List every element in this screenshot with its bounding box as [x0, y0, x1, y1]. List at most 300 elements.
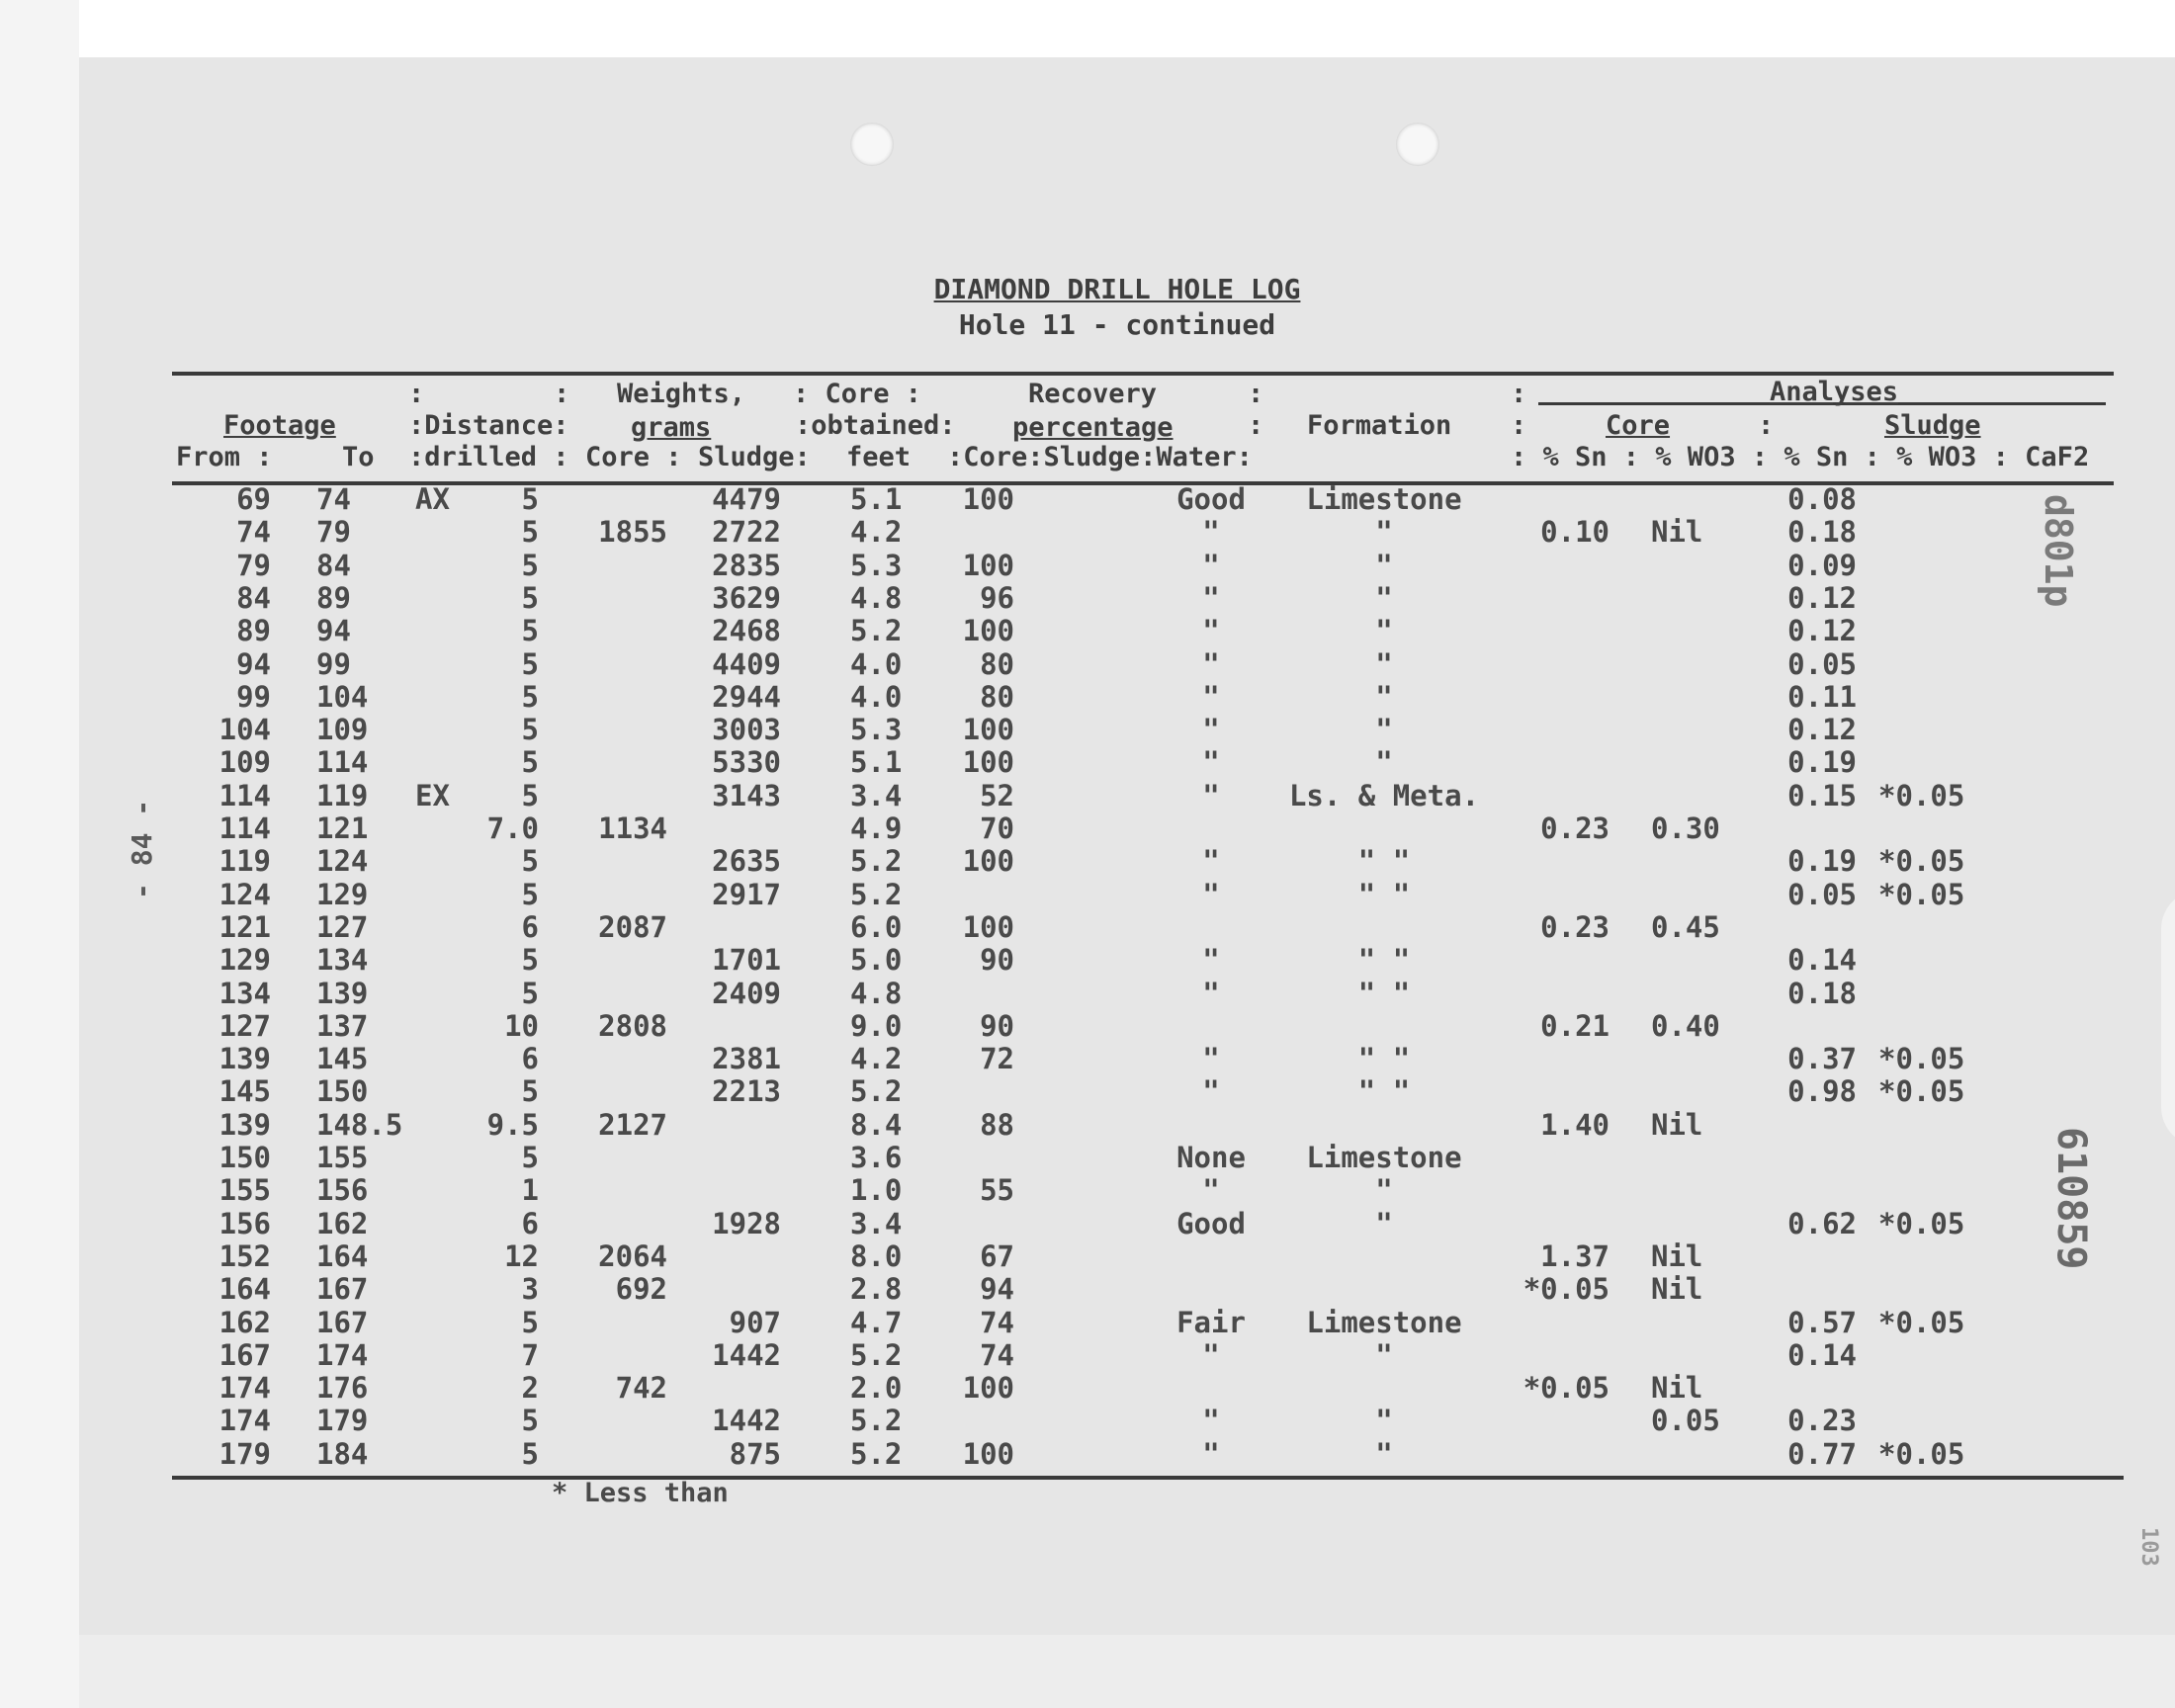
cell-feet: 4.0 — [850, 679, 903, 714]
cell-weight-sludge: 2213 — [712, 1074, 781, 1109]
cell-recovery-core: 72 — [980, 1042, 1014, 1076]
header-grams: grams — [631, 412, 712, 443]
cell-to: 74 — [316, 482, 351, 516]
cell-weight-sludge: 907 — [729, 1305, 781, 1339]
cell-weight-sludge: 3003 — [712, 713, 781, 747]
cell-formation: " " — [1357, 943, 1411, 978]
cell-sludge-sn: 0.62 — [1787, 1206, 1857, 1240]
cell-to: 89 — [316, 580, 351, 615]
cell-formation: " " — [1357, 976, 1411, 1010]
header-analyses: Analyses — [1770, 377, 1899, 407]
cell-distance: 6 — [521, 1206, 539, 1240]
cell-water: " — [1202, 580, 1220, 615]
cell-distance: 5 — [521, 548, 539, 582]
cell-weight-sludge: 875 — [729, 1436, 781, 1471]
cell-weight-core: 742 — [615, 1371, 667, 1406]
cell-water: " — [1202, 745, 1220, 780]
cell-distance: 5 — [521, 1074, 539, 1109]
cell-bit-size: AX — [415, 482, 450, 516]
cell-recovery-core: 100 — [962, 548, 1014, 582]
cell-from: 119 — [218, 844, 271, 879]
cell-to: 114 — [316, 745, 369, 780]
cell-to: 94 — [316, 614, 351, 648]
cell-sludge-sn: 0.12 — [1787, 580, 1857, 615]
cell-sludge-sn: 0.09 — [1787, 548, 1857, 582]
cell-weight-core: 692 — [615, 1272, 667, 1307]
cell-weight-sludge: 3629 — [712, 580, 781, 615]
cell-water: " — [1202, 976, 1220, 1010]
cell-to: 129 — [316, 877, 369, 911]
cell-weight-sludge: 2835 — [712, 548, 781, 582]
cell-recovery-core: 100 — [962, 909, 1014, 944]
cell-water: " — [1202, 1337, 1220, 1372]
cell-distance: 3 — [521, 1272, 539, 1307]
cell-core-wo3: Nil — [1651, 1371, 1703, 1406]
cell-distance: 7 — [521, 1337, 539, 1372]
bottom-margin-strip — [79, 1635, 2175, 1708]
cell-formation: " — [1375, 646, 1393, 681]
cell-core-sn: 1.40 — [1540, 1107, 1610, 1142]
cell-water: " — [1202, 844, 1220, 879]
cell-from: 121 — [218, 909, 271, 944]
punch-hole-left — [850, 123, 894, 166]
cell-to: 164 — [316, 1238, 369, 1273]
header-recovery-columns: :Core:Sludge:Water: — [947, 442, 1253, 472]
document-title: DIAMOND DRILL HOLE LOG — [933, 273, 1301, 305]
header-colon: : — [408, 379, 425, 409]
cell-from: 114 — [218, 811, 271, 845]
cell-sludge-sn: 0.05 — [1787, 877, 1857, 911]
cell-recovery-core: 80 — [980, 646, 1014, 681]
cell-distance: 5 — [521, 844, 539, 879]
cell-to: 184 — [316, 1436, 369, 1471]
cell-feet: 5.3 — [850, 548, 903, 582]
cell-core-wo3: 0.30 — [1651, 811, 1720, 845]
punch-hole-right — [1396, 123, 1439, 166]
document-subtitle: Hole 11 - continued — [958, 308, 1276, 341]
header-weight-sludge: Sludge: — [698, 442, 811, 472]
cell-formation: " — [1375, 614, 1393, 648]
cell-sludge-sn: 0.98 — [1787, 1074, 1857, 1109]
cell-feet: 3.4 — [850, 1206, 903, 1240]
cell-water: " — [1202, 679, 1220, 714]
cell-sludge-sn: 0.19 — [1787, 745, 1857, 780]
cell-feet: 4.2 — [850, 515, 903, 550]
cell-feet: 4.9 — [850, 811, 903, 845]
header-analyses-columns: : % Sn : % WO3 : % Sn : % WO3 : CaF2 — [1511, 442, 2090, 472]
cell-to: 150 — [316, 1074, 369, 1109]
cell-weight-sludge: 2722 — [712, 515, 781, 550]
header-colon: : — [1248, 379, 1264, 409]
cell-to: 148.5 — [316, 1107, 403, 1142]
cell-core-wo3: 0.45 — [1651, 909, 1720, 944]
cell-distance: 5 — [521, 745, 539, 780]
cell-feet: 3.6 — [850, 1141, 903, 1174]
cell-feet: 5.2 — [850, 844, 903, 879]
cell-water: " — [1202, 877, 1220, 911]
cell-recovery-core: 70 — [980, 811, 1014, 845]
cell-weight-sludge: 2917 — [712, 877, 781, 911]
cell-core-wo3: 0.05 — [1651, 1404, 1720, 1438]
cell-formation: " " — [1357, 1074, 1411, 1109]
cell-distance: 5 — [521, 1404, 539, 1438]
cell-from: 179 — [218, 1436, 271, 1471]
cell-weight-sludge: 1442 — [712, 1337, 781, 1372]
cell-feet: 5.2 — [850, 1337, 903, 1372]
cell-to: 127 — [316, 909, 369, 944]
cell-formation: " — [1375, 1206, 1393, 1240]
cell-feet: 8.0 — [850, 1238, 903, 1273]
cell-recovery-core: 96 — [980, 580, 1014, 615]
cell-to: 104 — [316, 679, 369, 714]
cell-to: 176 — [316, 1371, 369, 1406]
cell-sludge-sn: 0.14 — [1787, 943, 1857, 978]
cell-water: " — [1202, 1404, 1220, 1438]
cell-formation: " " — [1357, 1042, 1411, 1076]
cell-distance: 5 — [521, 1305, 539, 1339]
cell-from: 152 — [218, 1238, 271, 1273]
header-from: From : — [176, 442, 273, 472]
cell-sludge-sn: 0.14 — [1787, 1337, 1857, 1372]
cell-sludge-sn: 0.08 — [1787, 482, 1857, 516]
cell-from: 164 — [218, 1272, 271, 1307]
cell-formation: " " — [1357, 844, 1411, 879]
cell-water: " — [1202, 1173, 1220, 1208]
cell-formation: Ls. & Meta. — [1288, 778, 1480, 812]
header-footage: Footage — [223, 410, 336, 441]
header-colon: : — [1511, 410, 1527, 441]
cell-recovery-core: 74 — [980, 1337, 1014, 1372]
header-formation: Formation — [1307, 410, 1452, 441]
cell-sludge-wo3: *0.05 — [1878, 1305, 1965, 1339]
cell-from: 129 — [218, 943, 271, 978]
side-code-bottom: 610859 — [2048, 1127, 2094, 1270]
cell-feet: 1.0 — [850, 1173, 903, 1208]
cell-to: 167 — [316, 1272, 369, 1307]
cell-to: 155 — [316, 1141, 369, 1174]
cell-bit-size: EX — [415, 778, 450, 812]
cell-feet: 5.1 — [850, 745, 903, 780]
cell-distance: 5 — [521, 482, 539, 516]
cell-weight-core: 2064 — [598, 1238, 667, 1273]
page-number: - 84 - — [126, 799, 158, 899]
cell-weight-sludge: 5330 — [712, 745, 781, 780]
cell-from: 74 — [236, 515, 271, 550]
cell-weight-core: 2127 — [598, 1107, 667, 1142]
cell-distance: 5 — [521, 877, 539, 911]
cell-recovery-core: 55 — [980, 1173, 1014, 1208]
cell-from: 162 — [218, 1305, 271, 1339]
cell-weight-sludge: 2944 — [712, 679, 781, 714]
header-percentage: percentage — [1012, 412, 1174, 443]
cell-from: 69 — [236, 482, 271, 516]
cell-core-sn: 0.23 — [1540, 811, 1610, 845]
cell-water: Fair — [1176, 1305, 1246, 1339]
cell-from: 139 — [218, 1107, 271, 1142]
cell-feet: 4.0 — [850, 646, 903, 681]
cell-water: " — [1202, 943, 1220, 978]
cell-distance: 5 — [521, 976, 539, 1010]
cell-feet: 5.2 — [850, 877, 903, 911]
cell-distance: 5 — [521, 1141, 539, 1174]
header-weights: Weights, — [617, 379, 746, 409]
cell-from: 104 — [218, 713, 271, 747]
cell-weight-core: 2808 — [598, 1008, 667, 1043]
cell-from: 134 — [218, 976, 271, 1010]
cell-sludge-sn: 0.77 — [1787, 1436, 1857, 1471]
cell-feet: 3.4 — [850, 778, 903, 812]
header-obtained: :obtained: — [795, 410, 956, 441]
cell-water: None — [1176, 1141, 1246, 1174]
cell-recovery-core: 100 — [962, 614, 1014, 648]
cell-recovery-core: 80 — [980, 679, 1014, 714]
cell-distance: 5 — [521, 614, 539, 648]
cell-formation: Limestone — [1306, 1141, 1462, 1174]
cell-to: 162 — [316, 1206, 369, 1240]
cell-recovery-core: 88 — [980, 1107, 1014, 1142]
cell-distance: 5 — [521, 778, 539, 812]
cell-feet: 4.8 — [850, 976, 903, 1010]
cell-recovery-core: 100 — [962, 1436, 1014, 1471]
cell-core-wo3: Nil — [1651, 1238, 1703, 1273]
cell-from: 174 — [218, 1404, 271, 1438]
cell-from: 167 — [218, 1337, 271, 1372]
cell-weight-sludge: 1442 — [712, 1404, 781, 1438]
cell-feet: 5.0 — [850, 943, 903, 978]
cell-weight-core: 2087 — [598, 909, 667, 944]
cell-from: 99 — [236, 679, 271, 714]
header-drilled: :drilled : — [408, 442, 569, 472]
cell-from: 139 — [218, 1042, 271, 1076]
cell-from: 114 — [218, 778, 271, 812]
cell-to: 119 — [316, 778, 369, 812]
cell-feet: 9.0 — [850, 1008, 903, 1043]
cell-sludge-sn: 0.11 — [1787, 679, 1857, 714]
cell-feet: 5.2 — [850, 1404, 903, 1438]
side-code-top: d801p — [2037, 494, 2080, 608]
cell-sludge-sn: 0.19 — [1787, 844, 1857, 879]
cell-core-sn: 0.21 — [1540, 1008, 1610, 1043]
cell-sludge-wo3: *0.05 — [1878, 1074, 1965, 1109]
cell-recovery-core: 100 — [962, 844, 1014, 879]
header-colon: : — [1758, 410, 1775, 441]
cell-formation: Limestone — [1306, 1305, 1462, 1339]
cell-water: " — [1202, 778, 1220, 812]
cell-from: 150 — [218, 1141, 271, 1174]
header-colon: : — [1248, 410, 1264, 441]
cell-to: 99 — [316, 646, 351, 681]
cell-formation: " — [1375, 1173, 1393, 1208]
cell-water: Good — [1176, 482, 1246, 516]
cell-to: 139 — [316, 976, 369, 1010]
cell-to: 156 — [316, 1173, 369, 1208]
cell-feet: 5.2 — [850, 614, 903, 648]
header-sludge-group: Sludge — [1884, 410, 1981, 441]
cell-recovery-core: 90 — [980, 1008, 1014, 1043]
cell-formation: " — [1375, 1436, 1393, 1471]
cell-feet: 5.3 — [850, 713, 903, 747]
cell-water: " — [1202, 1042, 1220, 1076]
cell-core-sn: *0.05 — [1522, 1371, 1610, 1406]
cell-from: 89 — [236, 614, 271, 648]
cell-distance: 5 — [521, 580, 539, 615]
cell-feet: 5.1 — [850, 482, 903, 516]
cell-sludge-wo3: *0.05 — [1878, 1436, 1965, 1471]
cell-distance: 5 — [521, 679, 539, 714]
cell-weight-sludge: 2635 — [712, 844, 781, 879]
cell-recovery-core: 90 — [980, 943, 1014, 978]
cell-formation: " — [1375, 1337, 1393, 1372]
cell-distance: 5 — [521, 713, 539, 747]
cell-water: " — [1202, 515, 1220, 550]
cell-sludge-wo3: *0.05 — [1878, 877, 1965, 911]
cell-to: 79 — [316, 515, 351, 550]
cell-sludge-sn: 0.18 — [1787, 976, 1857, 1010]
footnote: * Less than — [552, 1478, 729, 1508]
cell-feet: 2.8 — [850, 1272, 903, 1307]
cell-distance: 10 — [504, 1008, 539, 1043]
cell-core-sn: *0.05 — [1522, 1272, 1610, 1307]
cell-from: 127 — [218, 1008, 271, 1043]
cell-recovery-core: 100 — [962, 713, 1014, 747]
header-recovery: Recovery — [1028, 379, 1158, 409]
cell-distance: 5 — [521, 943, 539, 978]
cell-to: 137 — [316, 1008, 369, 1043]
cell-recovery-core: 67 — [980, 1238, 1014, 1273]
cell-sludge-sn: 0.12 — [1787, 713, 1857, 747]
cell-formation: " — [1375, 713, 1393, 747]
cell-weight-sludge: 4409 — [712, 646, 781, 681]
cell-distance: 6 — [521, 909, 539, 944]
cell-to: 167 — [316, 1305, 369, 1339]
cell-to: 179 — [316, 1404, 369, 1438]
cell-feet: 4.8 — [850, 580, 903, 615]
cell-weight-sludge: 1928 — [712, 1206, 781, 1240]
header-weight-core: Core : — [585, 442, 682, 472]
cell-feet: 5.2 — [850, 1074, 903, 1109]
cell-formation: " — [1375, 515, 1393, 550]
header-core-group: Core — [1606, 410, 1671, 441]
cell-sludge-sn: 0.15 — [1787, 778, 1857, 812]
cell-distance: 9.5 — [486, 1107, 539, 1142]
cell-water: " — [1202, 614, 1220, 648]
cell-recovery-core: 100 — [962, 1371, 1014, 1406]
cell-sludge-wo3: *0.05 — [1878, 1042, 1965, 1076]
cell-formation: " — [1375, 580, 1393, 615]
cell-to: 145 — [316, 1042, 369, 1076]
cell-distance: 1 — [521, 1173, 539, 1208]
cell-distance: 5 — [521, 1436, 539, 1471]
binder-notch — [2161, 890, 2175, 1147]
cell-from: 109 — [218, 745, 271, 780]
cell-distance: 5 — [521, 646, 539, 681]
cell-core-wo3: Nil — [1651, 1272, 1703, 1307]
cell-water: Good — [1176, 1206, 1246, 1240]
cell-core-wo3: 0.40 — [1651, 1008, 1720, 1043]
header-to: To — [342, 442, 375, 472]
cell-water: " — [1202, 1436, 1220, 1471]
cell-water: " — [1202, 1074, 1220, 1109]
cell-weight-core: 1855 — [598, 515, 667, 550]
cell-to: 84 — [316, 548, 351, 582]
cell-from: 174 — [218, 1371, 271, 1406]
cell-distance: 6 — [521, 1042, 539, 1076]
cell-from: 79 — [236, 548, 271, 582]
cell-feet: 8.4 — [850, 1107, 903, 1142]
cell-to: 134 — [316, 943, 369, 978]
cell-formation: " — [1375, 679, 1393, 714]
header-feet: feet — [846, 442, 912, 472]
cell-core-sn: 0.23 — [1540, 909, 1610, 944]
corner-mark: 103 — [2136, 1527, 2161, 1567]
cell-sludge-sn: 0.18 — [1787, 515, 1857, 550]
cell-from: 124 — [218, 877, 271, 911]
cell-feet: 4.2 — [850, 1042, 903, 1076]
cell-from: 94 — [236, 646, 271, 681]
cell-formation: Limestone — [1306, 482, 1462, 516]
cell-weight-sludge: 2409 — [712, 976, 781, 1010]
cell-distance: 12 — [504, 1238, 539, 1273]
cell-sludge-sn: 0.23 — [1787, 1404, 1857, 1438]
header-colon: : — [554, 379, 570, 409]
header-core-obtained: : Core : — [793, 379, 922, 409]
cell-weight-sludge: 4479 — [712, 482, 781, 516]
cell-distance: 7.0 — [486, 811, 539, 845]
cell-feet: 4.7 — [850, 1305, 903, 1339]
cell-water: " — [1202, 713, 1220, 747]
cell-from: 145 — [218, 1074, 271, 1109]
cell-recovery-core: 100 — [962, 745, 1014, 780]
cell-core-wo3: Nil — [1651, 515, 1703, 550]
cell-core-wo3: Nil — [1651, 1107, 1703, 1142]
cell-recovery-core: 52 — [980, 778, 1014, 812]
cell-recovery-core: 100 — [962, 482, 1014, 516]
cell-formation: " " — [1357, 877, 1411, 911]
cell-sludge-sn: 0.57 — [1787, 1305, 1857, 1339]
cell-distance: 5 — [521, 515, 539, 550]
cell-weight-sludge: 2381 — [712, 1042, 781, 1076]
cell-feet: 6.0 — [850, 909, 903, 944]
cell-distance: 2 — [521, 1371, 539, 1406]
cell-to: 174 — [316, 1337, 369, 1372]
cell-from: 156 — [218, 1206, 271, 1240]
header-colon: : — [1511, 379, 1527, 409]
cell-to: 124 — [316, 844, 369, 879]
cell-from: 84 — [236, 580, 271, 615]
cell-formation: " — [1375, 745, 1393, 780]
cell-sludge-sn: 0.12 — [1787, 614, 1857, 648]
cell-sludge-wo3: *0.05 — [1878, 778, 1965, 812]
cell-weight-sludge: 2468 — [712, 614, 781, 648]
cell-to: 109 — [316, 713, 369, 747]
cell-sludge-wo3: *0.05 — [1878, 844, 1965, 879]
left-margin-strip — [0, 0, 79, 1708]
cell-weight-sludge: 3143 — [712, 778, 781, 812]
cell-sludge-sn: 0.37 — [1787, 1042, 1857, 1076]
cell-formation: " — [1375, 1404, 1393, 1438]
cell-feet: 2.0 — [850, 1371, 903, 1406]
cell-feet: 5.2 — [850, 1436, 903, 1471]
cell-recovery-core: 94 — [980, 1272, 1014, 1307]
cell-weight-core: 1134 — [598, 811, 667, 845]
cell-core-sn: 1.37 — [1540, 1238, 1610, 1273]
cell-water: " — [1202, 548, 1220, 582]
cell-to: 121 — [316, 811, 369, 845]
header-distance: :Distance: — [408, 410, 569, 441]
table-bottom-rule — [172, 1476, 2124, 1480]
cell-sludge-sn: 0.05 — [1787, 646, 1857, 681]
cell-sludge-wo3: *0.05 — [1878, 1206, 1965, 1240]
